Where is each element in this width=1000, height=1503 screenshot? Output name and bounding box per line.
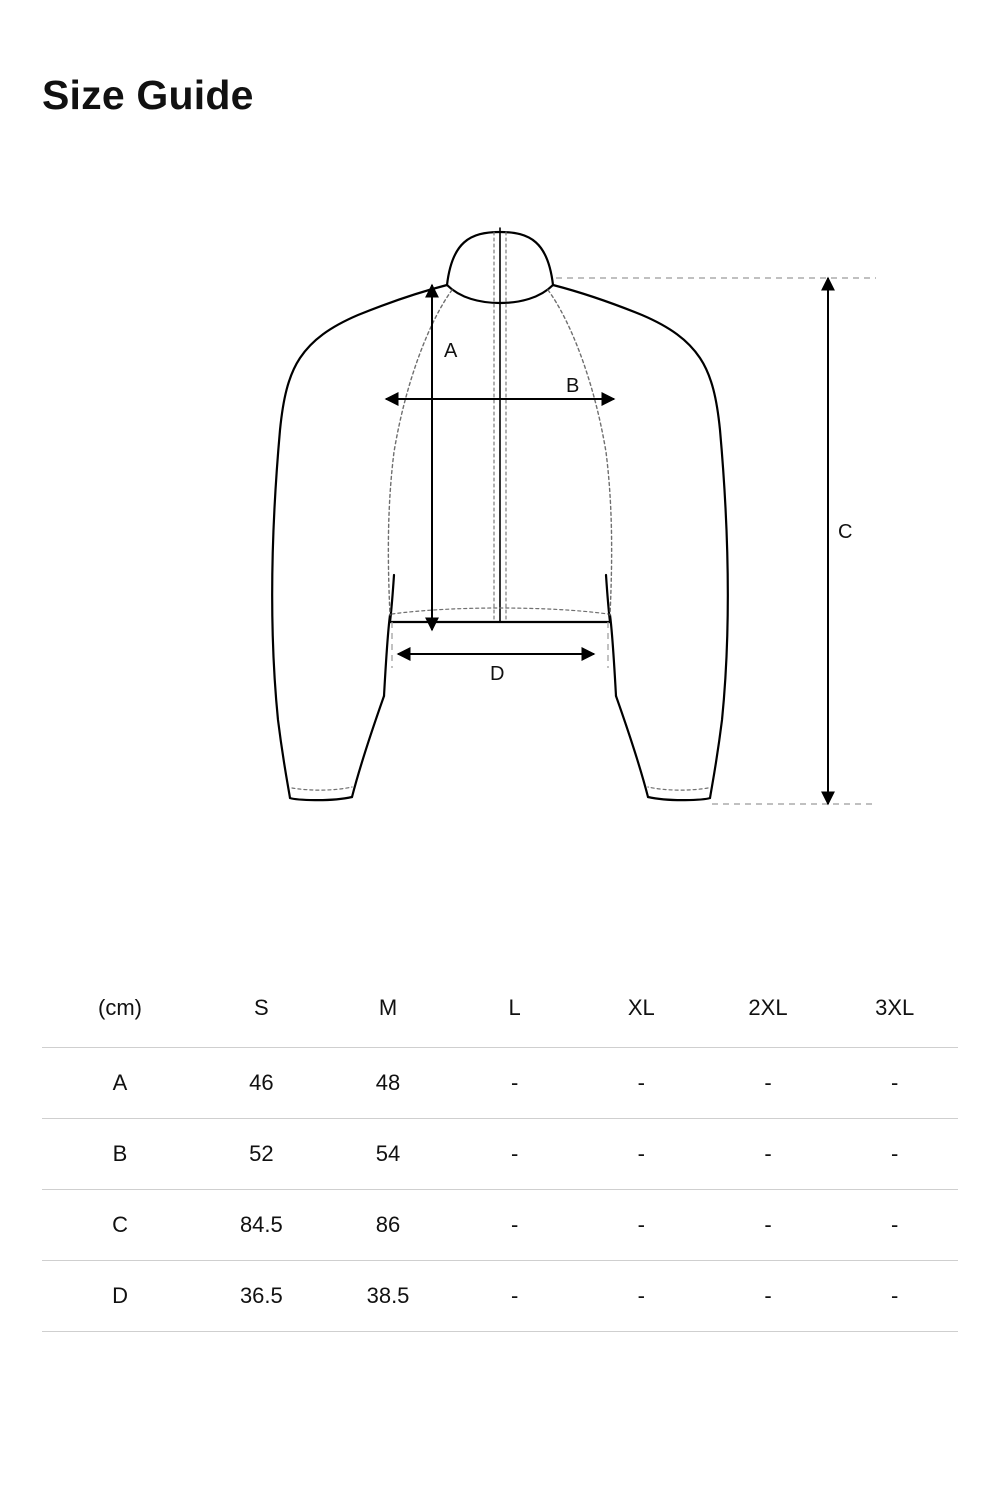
cell-c-l: -: [511, 1212, 519, 1237]
column-header-2xl: 2XL: [748, 995, 788, 1020]
garment-measurement-diagram: [0, 190, 1000, 850]
column-header-m: M: [378, 995, 398, 1020]
size-table-head: [42, 985, 958, 1048]
column-header-unit: (cm): [98, 995, 142, 1020]
size-table-body: [42, 1048, 958, 1332]
table-header-row: [42, 985, 958, 1048]
cell-a-3xl: -: [890, 1070, 899, 1095]
row-label-c: C: [112, 1212, 128, 1237]
cell-a-xl: -: [637, 1070, 645, 1095]
cell-a-2xl: -: [764, 1070, 772, 1095]
cell-b-m: 54: [375, 1141, 401, 1166]
cell-d-m: 38.5: [366, 1283, 410, 1308]
cell-d-2xl: -: [764, 1283, 772, 1308]
column-header-3xl: 3XL: [875, 995, 915, 1020]
cell-b-s: 52: [249, 1141, 274, 1166]
row-label-d: D: [112, 1283, 128, 1308]
diagram-label-c: C: [838, 521, 853, 543]
row-label-b: B: [112, 1141, 128, 1166]
cell-c-xl: -: [637, 1212, 645, 1237]
table-row: [42, 1119, 958, 1190]
diagram-label-a: A: [444, 340, 458, 362]
cell-c-2xl: -: [764, 1212, 772, 1237]
size-table-container: [42, 985, 958, 1332]
row-label-a: A: [112, 1070, 128, 1095]
column-header-l: L: [508, 995, 521, 1020]
cell-b-2xl: -: [764, 1141, 772, 1166]
cell-a-s: 46: [249, 1070, 274, 1095]
cell-c-m: 86: [375, 1212, 401, 1237]
cell-b-3xl: -: [890, 1141, 899, 1166]
cell-d-3xl: -: [890, 1283, 899, 1308]
column-header-s: S: [254, 995, 269, 1020]
cell-d-s: 36.5: [239, 1283, 283, 1308]
cell-d-l: -: [511, 1283, 519, 1308]
size-table: [42, 985, 958, 1332]
column-header-xl: XL: [627, 995, 655, 1020]
cell-b-l: -: [511, 1141, 519, 1166]
table-row: [42, 1048, 958, 1119]
cell-c-3xl: -: [890, 1212, 899, 1237]
cell-a-m: 48: [375, 1070, 401, 1095]
cell-a-l: -: [511, 1070, 519, 1095]
cell-b-xl: -: [637, 1141, 645, 1166]
diagram-label-d: D: [490, 663, 505, 685]
cell-c-s: 84.5: [239, 1212, 283, 1237]
diagram-label-b: B: [566, 375, 580, 397]
page-title: Size Guide: [42, 72, 254, 118]
table-row: [42, 1190, 958, 1261]
cell-d-xl: -: [637, 1283, 645, 1308]
table-row: [42, 1261, 958, 1332]
